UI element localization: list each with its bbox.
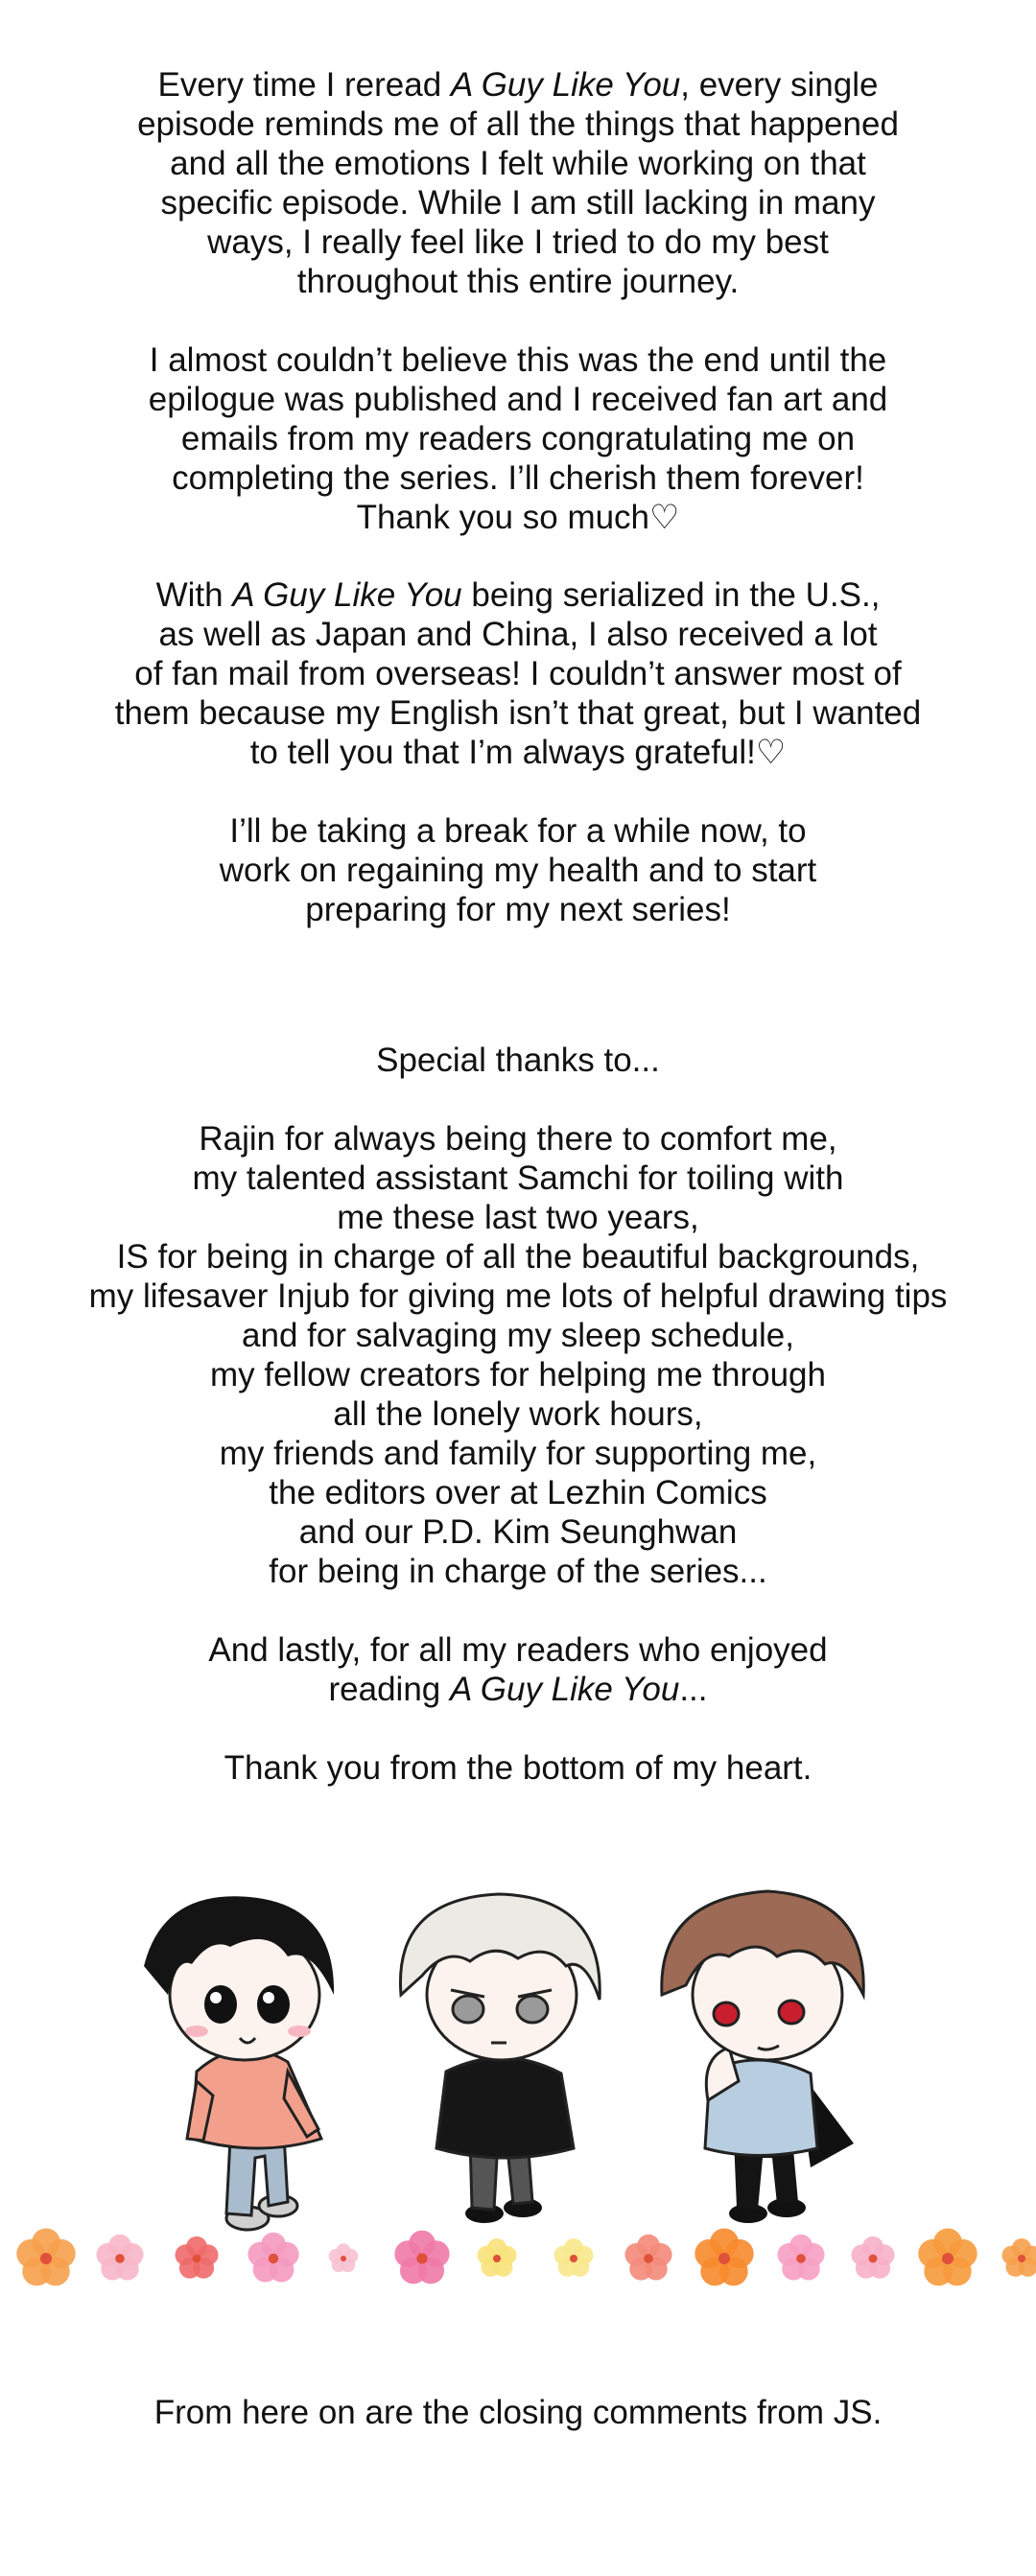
flower-icon [554, 2238, 594, 2277]
flower-icon [394, 2231, 449, 2284]
text: episode reminds me of all the things that happened and all the emotions I felt while working on that specific episode. While I am still lacking in many ways, I really feel like I tried to do my best throughout this entire journey. [137, 105, 899, 300]
text: With [155, 576, 233, 614]
flower-icon [1002, 2238, 1036, 2277]
text: as well as Japan and China, I also received a lot of fan mail from overseas! I couldn’t answer most of them because my English isn’t that great, but I wanted to tell you that I’m always grateful!♡ [114, 616, 922, 771]
flower-icon [96, 2235, 143, 2281]
series-title: A Guy Like You [449, 1671, 680, 1708]
chibi-characters-illustration [0, 1851, 1036, 2254]
paragraph-overseas [0, 575, 1036, 772]
character-black-hair [144, 1896, 334, 2230]
flower-icon [695, 2229, 753, 2286]
thanks-list: Rajin for always being there to comfort me, my talented assistant Samchi for toiling with me these last two years, IS for being in charge of all the beautiful backgrounds, my lifesaver Injub for giving me lots of helpful drawing tips and for salvaging my sleep schedule, my fellow creators for helping me through all the lonely work hours, my friends and family for supporting me, the editors over at Lezhin Comics and our P.D. Kim Seunghwan for being in charge of the series... [88, 1120, 948, 1590]
flower-icon [247, 2233, 298, 2283]
character-brown-hair [662, 1891, 863, 2223]
flower-icon [478, 2238, 517, 2277]
flower-icon [329, 2243, 359, 2272]
text: , every single [680, 66, 879, 104]
flower-icon [918, 2229, 977, 2286]
flower-icon [175, 2236, 218, 2279]
series-title: A Guy Like You [450, 66, 681, 104]
series-title: A Guy Like You [232, 576, 462, 614]
paragraph-reread [0, 65, 1036, 301]
flower-icon [777, 2235, 824, 2281]
paragraph-break: I’ll be taking a break for a while now, to work on regaining my health and to start preparing for my next series! [219, 812, 817, 928]
closing-line: Thank you from the bottom of my heart. [224, 1749, 812, 1787]
footer-note: From here on are the closing comments from JS. [153, 2394, 883, 2431]
thanks-heading: Special thanks to... [376, 1042, 660, 1079]
paragraph-epilogue: I almost couldn’t believe this was the end until the epilogue was published and I received fan art and emails from my readers congratulating me on completing the series. I’ll cherish them forever! Thank you so much♡ [148, 341, 888, 536]
flower-icon [624, 2235, 671, 2281]
text: And lastly, for all my readers who enjoyed [208, 1631, 828, 1669]
paragraph-lastly [0, 1630, 1036, 1709]
flower-divider [0, 2215, 1036, 2302]
flower-icon [16, 2229, 75, 2286]
flower-icon [851, 2236, 894, 2279]
text: reading [328, 1671, 450, 1708]
text: Every time I reread [157, 66, 451, 104]
text: being serialized in the U.S., [461, 576, 881, 614]
character-silver-hair [400, 1894, 600, 2223]
text: ... [679, 1671, 708, 1708]
